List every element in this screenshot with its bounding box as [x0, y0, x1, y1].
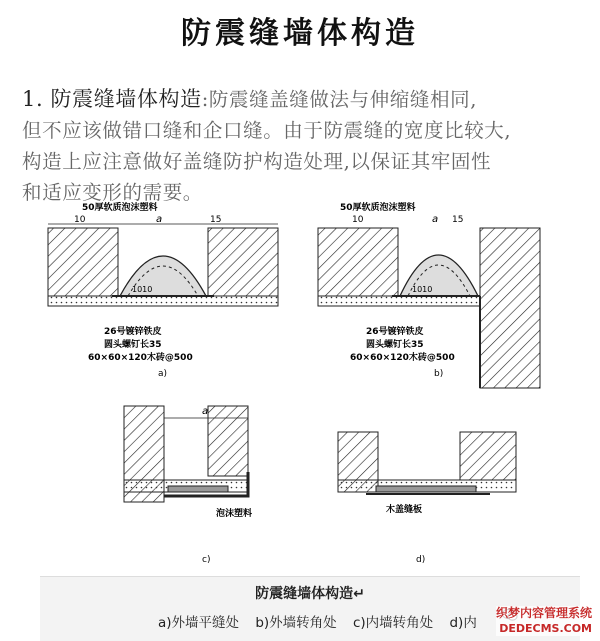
- dim-1010-b: 1010: [412, 285, 433, 294]
- paragraph-line-2: 但不应该做错口缝和企口缝。由于防震缝的宽度比较大,: [22, 119, 512, 142]
- panel-c: [124, 406, 252, 565]
- label-brick-b: 60×60×120木砖@500: [350, 353, 455, 363]
- page-title: 防震缝墙体构造: [181, 16, 419, 51]
- dim-15-a: 15: [210, 215, 222, 225]
- caption-item: d)内: [449, 615, 477, 631]
- label-sheet-a: 26号镀锌铁皮: [104, 327, 162, 337]
- caption-title: 防震缝墙体构造↵: [255, 586, 365, 602]
- label-gap-b: a: [432, 214, 439, 225]
- panel-letter-b: b): [434, 369, 444, 379]
- watermark-line-1: 织梦内容管理系统: [495, 606, 592, 620]
- dim-10-b: 10: [352, 215, 364, 225]
- label-brick-a: 60×60×120木砖@500: [88, 353, 193, 363]
- paragraph-lead: 1. 防震缝墙体构造: [22, 87, 202, 111]
- caption-item: c)内墙转角处: [352, 615, 434, 631]
- caption-items: [158, 611, 489, 631]
- caption-item: a)外墙平缝处: [158, 615, 240, 631]
- watermark: [496, 606, 592, 636]
- paragraph-line-1: :防震缝盖缝做法与伸缩缝相同,: [201, 88, 477, 111]
- label-gap-c: a: [202, 406, 209, 417]
- body-paragraph: [22, 84, 582, 208]
- panel-letter-c: c): [202, 555, 211, 565]
- watermark-line-2: DEDECMS.COM: [496, 621, 592, 636]
- label-foam-a: 50厚软质泡沫塑料: [82, 203, 158, 213]
- label-foam-c: 泡沫塑料: [216, 509, 253, 519]
- dim-10-a: 10: [74, 215, 86, 225]
- panel-letter-d: d): [416, 555, 426, 565]
- paragraph-line-4: 和适应变形的需要。: [22, 181, 203, 204]
- construction-figure: [40, 196, 580, 636]
- dim-15-b: 15: [452, 215, 464, 225]
- panel-a: [48, 201, 278, 379]
- dim-1010-a: 1010: [132, 285, 153, 294]
- panel-d: [338, 432, 516, 565]
- label-screw-a: 圆头螺钉长35: [104, 340, 162, 350]
- label-foam-b: 50厚软质泡沫塑料: [340, 203, 416, 213]
- paragraph-line-3: 构造上应注意做好盖缝防护构造处理,以保证其牢固性: [22, 150, 492, 173]
- caption-item: b)外墙转角处: [255, 615, 337, 631]
- label-sheet-b: 26号镀锌铁皮: [366, 327, 424, 337]
- panel-b: [318, 201, 540, 388]
- label-gap-a: a: [156, 214, 163, 225]
- label-board-d: 木盖缝板: [386, 505, 423, 515]
- panel-letter-a: a): [158, 369, 168, 379]
- label-screw-b: 圆头螺钉长35: [366, 340, 424, 350]
